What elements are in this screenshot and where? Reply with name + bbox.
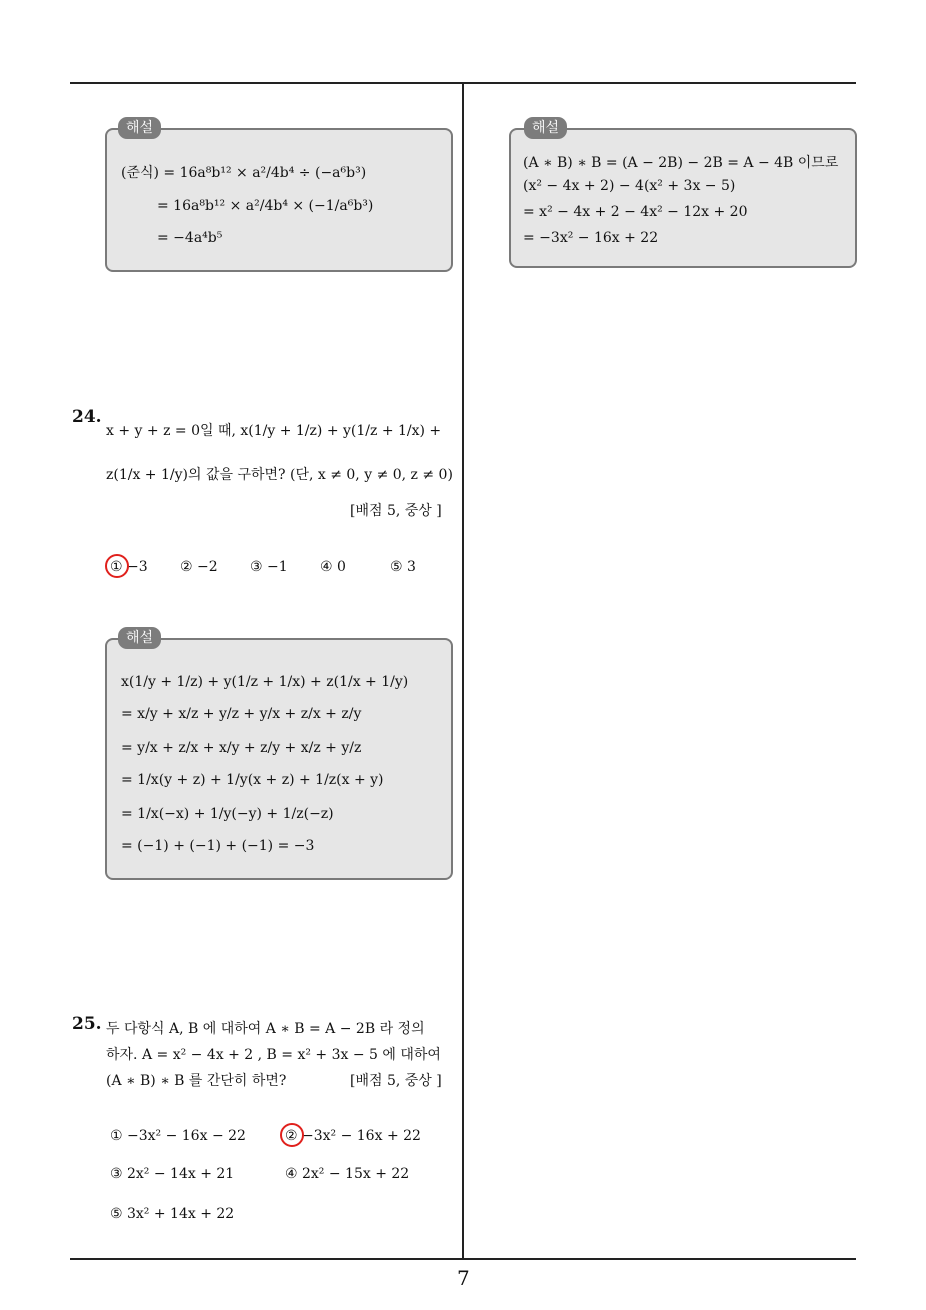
solution-tag: 해설 [118,117,161,139]
solution-line: = x² − 4x + 2 − 4x² − 12x + 20 [523,204,748,220]
question-number: 25. [72,1014,102,1034]
choice-4[interactable]: ④ 0 [320,559,346,575]
bottom-rule [70,1258,856,1260]
solution-tag: 해설 [524,117,567,139]
question-text: x + y + z = 0일 때, x(1/y + 1/z) + y(1/z + 1/x) + [106,423,442,439]
page-number: 7 [457,1266,470,1290]
score-label: [배점 5, 중상 ] [350,1073,442,1089]
solution-line: = (−1) + (−1) + (−1) = −3 [121,838,315,854]
answer-mark-circle [105,554,129,578]
solution-line: (x² − 4x + 2) − 4(x² + 3x − 5) [523,178,736,194]
solution-box-24 [105,638,453,880]
choice-1[interactable]: ① −3 [110,559,148,575]
solution-line: = −4a⁴b⁵ [157,230,223,246]
column-divider [462,84,464,1260]
solution-line: = x/y + x/z + y/z + y/x + z/x + z/y [121,706,362,722]
solution-line: (A ∗ B) ∗ B = (A − 2B) − 2B = A − 4B 이므로 [523,155,839,171]
solution-box-25 [509,128,857,268]
question-text: (A ∗ B) ∗ B 를 간단히 하면? [106,1073,287,1089]
question-text: z(1/x + 1/y)의 값을 구하면? (단, x ≠ 0, y ≠ 0, z ≠ 0) [106,467,453,483]
solution-line: = 1/x(y + z) + 1/y(x + z) + 1/z(x + y) [121,772,384,788]
solution-line: (준식) = 16a⁸b¹² × a²/4b⁴ ÷ (−a⁶b³) [121,165,367,181]
choice-5[interactable]: ⑤ 3x² + 14x + 22 [110,1206,235,1222]
answer-mark-circle [280,1123,304,1147]
solution-line: = y/x + z/x + x/y + z/y + x/z + y/z [121,740,362,756]
choice-3[interactable]: ③ 2x² − 14x + 21 [110,1166,235,1182]
question-text: 하자. A = x² − 4x + 2 , B = x² + 3x − 5 에 대하여 [106,1047,441,1063]
score-label: [배점 5, 중상 ] [350,503,442,519]
solution-tag: 해설 [118,627,161,649]
choice-3[interactable]: ③ −1 [250,559,288,575]
solution-line: = 1/x(−x) + 1/y(−y) + 1/z(−z) [121,806,334,822]
choice-2[interactable]: ② −2 [180,559,218,575]
choice-2[interactable]: ② −3x² − 16x + 22 [285,1128,421,1144]
solution-line: x(1/y + 1/z) + y(1/z + 1/x) + z(1/x + 1/y) [121,674,409,690]
solution-box-23 [105,128,453,272]
question-text: 두 다항식 A, B 에 대하여 A ∗ B = A − 2B 라 정의 [106,1021,425,1037]
choice-4[interactable]: ④ 2x² − 15x + 22 [285,1166,410,1182]
question-number: 24. [72,407,102,427]
choice-1[interactable]: ① −3x² − 16x − 22 [110,1128,246,1144]
solution-line: = 16a⁸b¹² × a²/4b⁴ × (−1/a⁶b³) [157,198,374,214]
choice-5[interactable]: ⑤ 3 [390,559,416,575]
solution-line: = −3x² − 16x + 22 [523,230,659,246]
